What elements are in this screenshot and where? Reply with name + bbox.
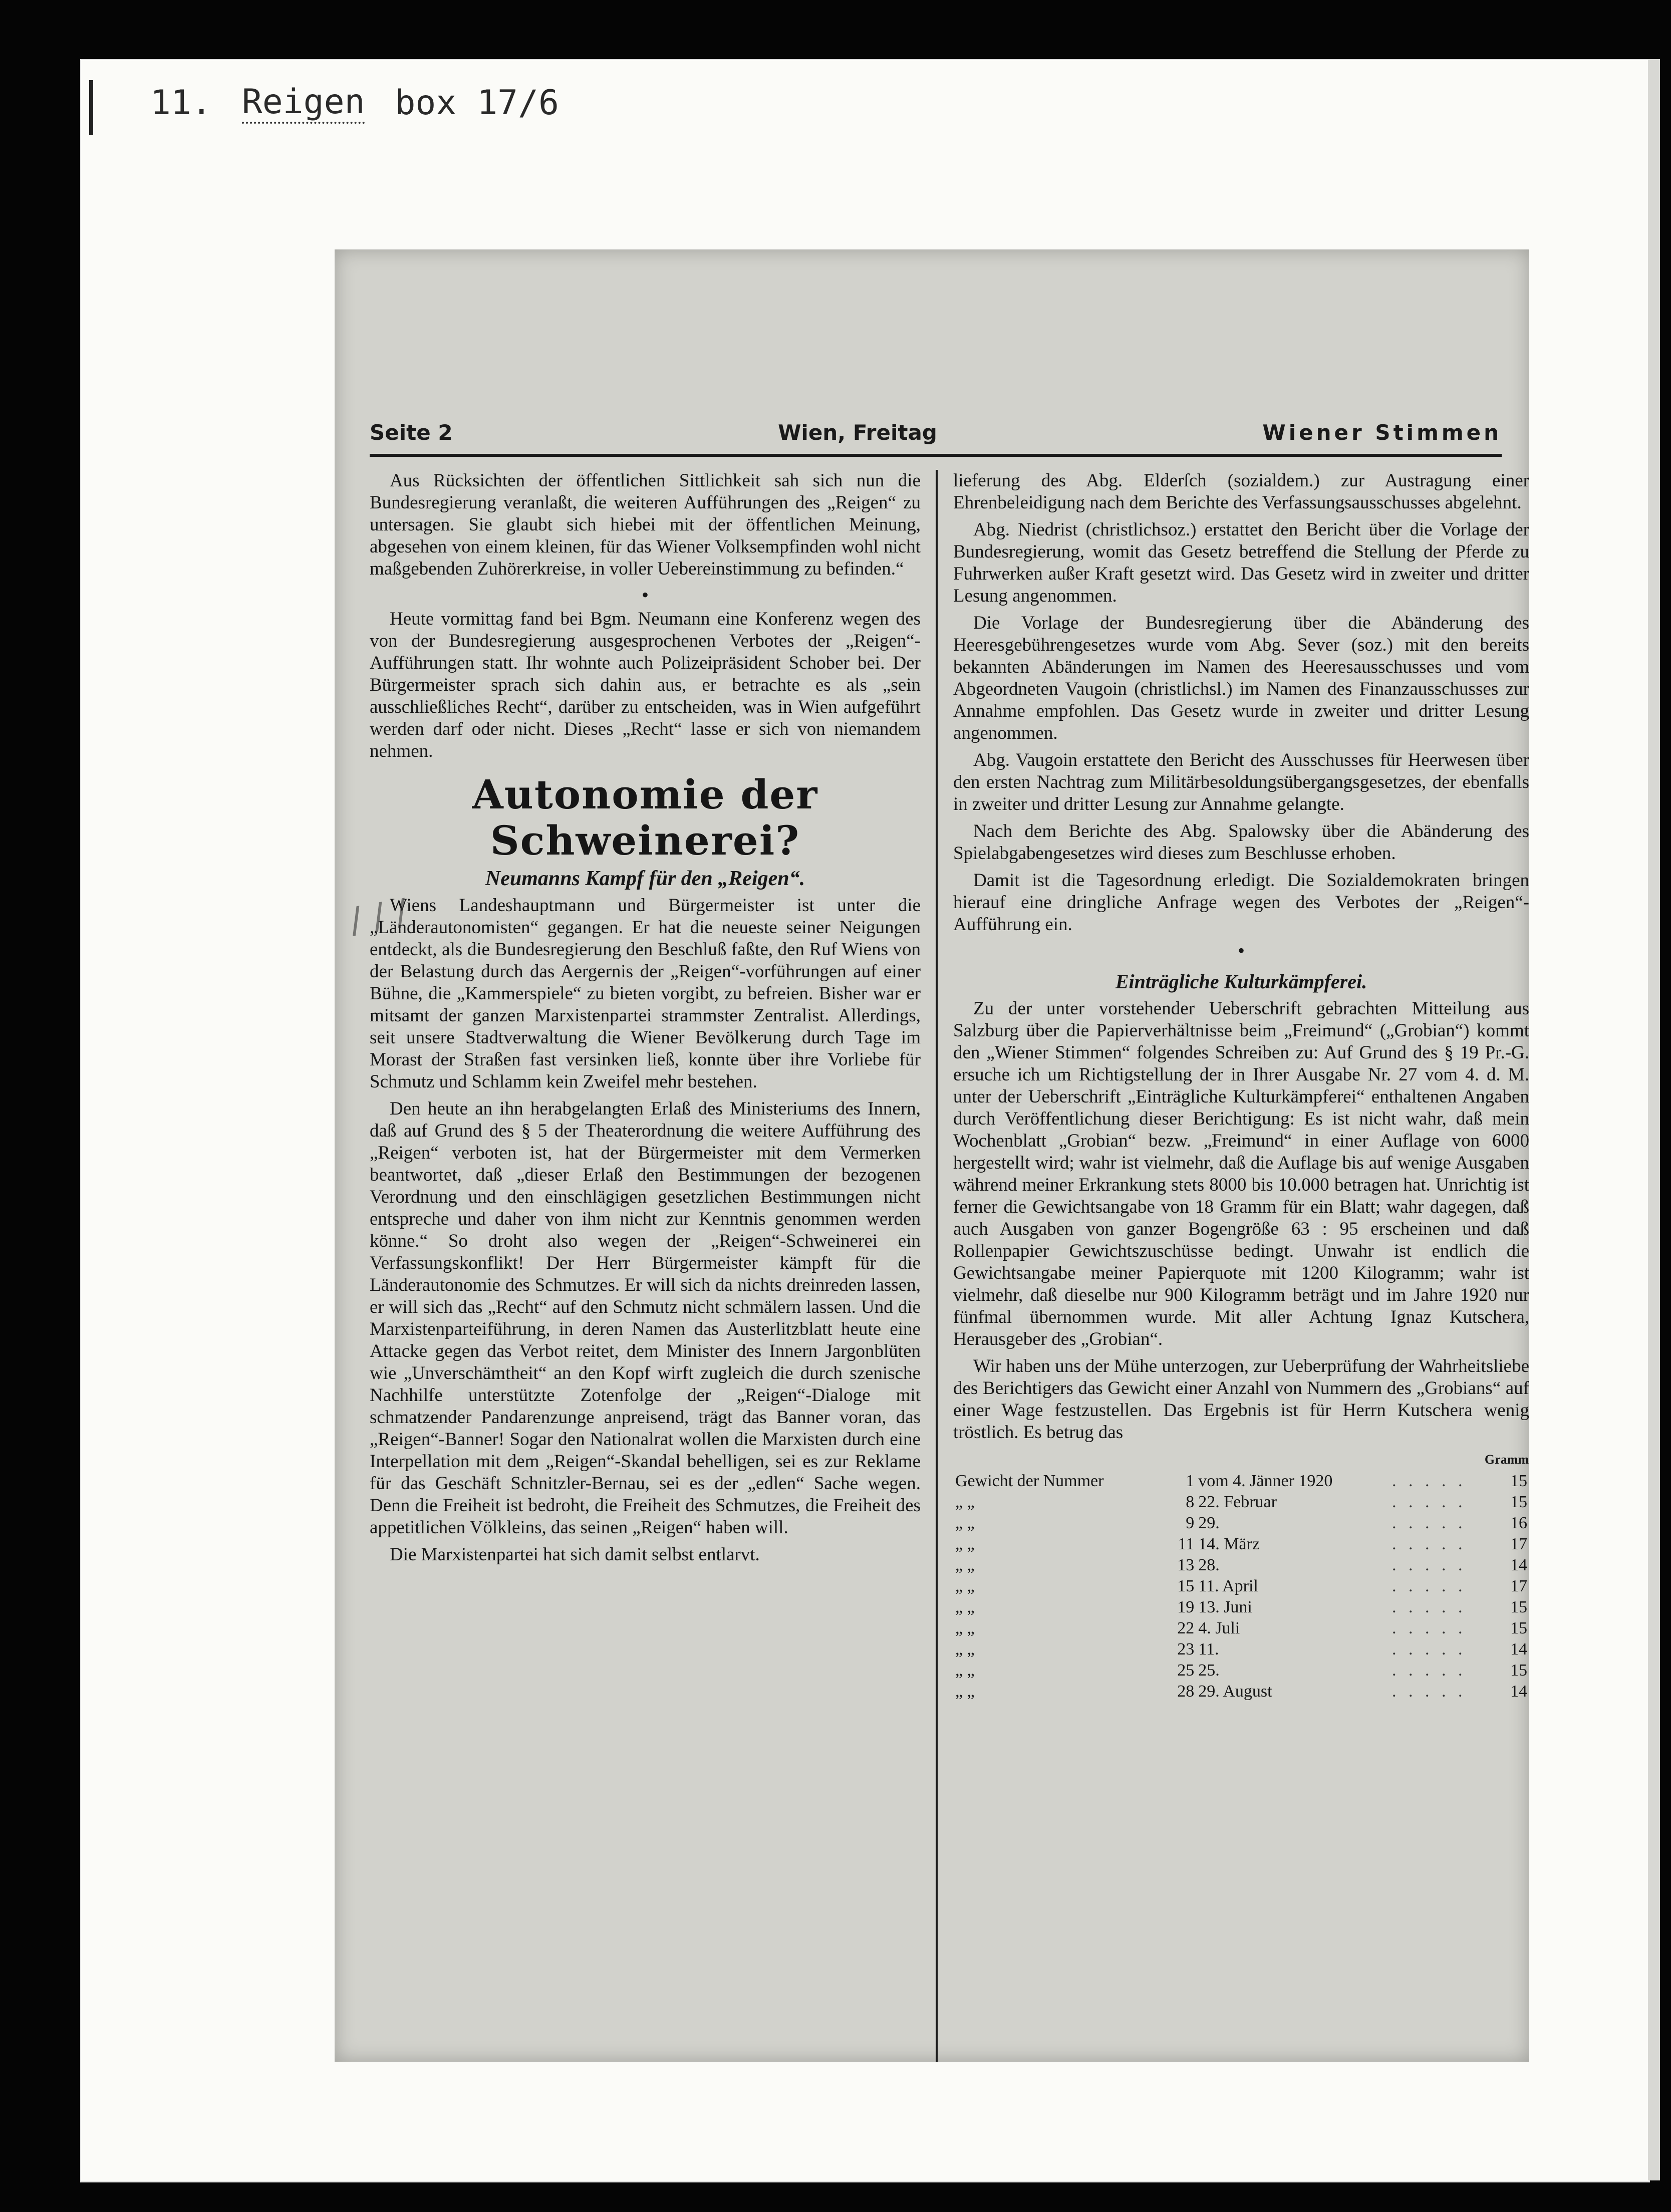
weight-row-number: 8 xyxy=(1186,1493,1195,1511)
weight-row-number: 11 xyxy=(1178,1535,1195,1553)
weight-row-date: 29. August xyxy=(1198,1682,1272,1701)
weight-table xyxy=(953,1449,1529,1702)
weight-row-leader: . . . . . xyxy=(1391,1556,1467,1574)
weight-table-row xyxy=(953,1639,1529,1660)
newspaper-clipping xyxy=(335,249,1529,2062)
masthead-paper: Wiener Stimmen xyxy=(1262,420,1502,445)
weight-row-date: 11. April xyxy=(1198,1577,1258,1595)
weight-row-number: 15 xyxy=(1177,1577,1195,1595)
weight-row-date: 4. Juli xyxy=(1198,1619,1240,1637)
masthead-page: Seite 2 xyxy=(370,420,453,445)
weight-row-grams: 15 xyxy=(1510,1661,1527,1680)
weight-table-row xyxy=(953,1660,1529,1681)
subheadline: Neumanns Kampf für den „Reigen“. xyxy=(485,867,805,890)
weight-row-leader: . . . . . xyxy=(1391,1598,1467,1616)
right-paragraph-3: Die Vorlage der Bundesregierung über die Abänderung des Heeresgebührengesetzes wurde vom Abg. Sever (soz.) mit den bereits bekannten Abänderungen im Namen des Heeresausschusses und vom Abgeordneten Vaugoin (christlichsl.) im Namen des Finanzausschusses zur Annahme empfohlen. Das Gesetz wurde in zweiter und dritter Lesung angenommen. xyxy=(953,613,1529,743)
weight-row-lead: „ „ xyxy=(955,1514,975,1532)
adjacent-column-fragment xyxy=(1495,235,1530,1838)
weight-row-date: 22. Februar xyxy=(1198,1493,1277,1511)
weight-row-grams: 15 xyxy=(1510,1493,1527,1511)
right-paragraph-7: Zu der unter vorstehender Ueberschrift gebrachten Mitteilung aus Salzburg über die Papierverhältnisse beim „Freimund“ („Grobian“) kommt den „Wiener Stimmen“ folgendes Schreiben zu: Auf Grund des § 19 Pr.-G. ersuche ich um Richtigstellung der in Ihrer Ausgabe Nr. 27 vom 4. d. M. unter der Ueberschrift „Einträgliche Kulturkämpferei“ enthaltenen Angaben durch Veröffentlichung dieser Berichtigung: Es ist nicht wahr, daß mein Wochenblatt „Grobian“ bezw. „Freimund“ in einer Auflage von 6000 hergestellt wird; wahr ist vielmehr, daß die Auflage bis auf wenige Ausgaben während meiner Erkrankung stets 8000 bis 10.000 betragen hat. Unrichtig ist ferner die Gewichtsangabe von 18 Gramm für ein Blatt; wahr dagegen, daß auch Ausgaben von ganzer Bogengröße 63 : 95 erscheinen und daß Rollenpapier Gewichtszuschüsse bedingt. Unwahr ist endlich die Gewichtsangabe meiner Papierquote mit 1200 Kilogramm; wahr ist vielmehr, daß dieselbe nur 900 Kilogramm beträgt und im Jahre 1920 nur fünfmal übernommen wurde. Mit aller Achtung Ignaz Kutschera, Herausgeber des „Grobian“. xyxy=(953,998,1529,1349)
article-heading: Einträgliche Kulturkämpferei. xyxy=(1115,970,1367,993)
pencil-mark: / / / xyxy=(346,891,411,942)
archive-label xyxy=(150,75,559,130)
weight-row-leader: . . . . . xyxy=(1391,1535,1467,1553)
separator: • xyxy=(641,584,649,606)
weight-table-row xyxy=(953,1618,1529,1639)
weight-row-lead: „ „ xyxy=(955,1577,975,1595)
weight-row-lead: „ „ xyxy=(955,1682,975,1701)
card-edge xyxy=(1648,59,1660,2180)
weight-row-grams: 16 xyxy=(1510,1514,1527,1532)
archive-box: box 17/6 xyxy=(395,83,559,123)
column-divider xyxy=(936,470,938,2062)
weight-row-lead: „ „ xyxy=(955,1619,975,1637)
weight-table-row xyxy=(953,1597,1529,1618)
weight-row-leader: . . . . . xyxy=(1391,1661,1467,1680)
left-column xyxy=(370,470,921,2062)
archive-number: 11. xyxy=(150,83,212,123)
left-paragraph-3: Wiens Landeshauptmann und Bürgermeister ist unter die „Länderautonomisten“ gegangen. Er hat die neueste seiner Neigungen entdeckt, als die Bundesregierung den Beschluß faßte, den Ruf Wiens von der Belastung durch das Aergernis der „Reigen“-vorführungen auf einer Bühne, die „Kammerspiele“ zu bieten vorgibt, zu befreien. Bisher war er mitsamt der ganzen Marxistenpartei strammster Zentralist. Allerdings, seit unsere Stadtverwaltung die Wiener Bevölkerung durch Tage im Morast der Straßen fast versinken ließ, konnte über ihre Vorliebe für Schmutz und Schlamm kein Zweifel mehr bestehen. xyxy=(370,895,921,1092)
weight-row-number: 28 xyxy=(1177,1682,1195,1701)
weight-row-grams: 15 xyxy=(1510,1472,1527,1490)
masthead-date: Wien, Freitag xyxy=(778,420,937,445)
weight-row-date: 29. xyxy=(1198,1514,1220,1532)
weight-table-row xyxy=(953,1576,1529,1597)
weight-row-number: 23 xyxy=(1177,1640,1195,1658)
weight-row-date: 11. xyxy=(1198,1640,1219,1658)
weight-row-leader: . . . . . xyxy=(1391,1493,1467,1511)
weight-row-grams: 14 xyxy=(1510,1556,1527,1574)
right-paragraph-5: Nach dem Berichte des Abg. Spalowsky über die Abänderung des Spielabgabengesetzes wird dieses zum Beschlusse erhoben. xyxy=(953,821,1529,864)
weight-table-row xyxy=(953,1681,1529,1702)
headline-line-2: Schweinerei? xyxy=(490,817,800,864)
weight-row-lead: „ „ xyxy=(955,1598,975,1616)
weight-row-number: 13 xyxy=(1177,1556,1195,1574)
weight-table-row xyxy=(953,1534,1529,1555)
weight-row-number: 9 xyxy=(1186,1514,1195,1532)
left-paragraph-4: Den heute an ihn herabgelangten Erlaß des Ministeriums des Innern, daß auf Grund des § 5 der Theaterordnung die weitere Aufführung des „Reigen“ verboten ist, hat der Bürgermeister mit dem Vermerken beantwortet, daß „dieser Erlaß den Bestimmungen der bezogenen Verordnung und den einschlägigen gesetzlichen Bestimmungen nicht entspreche und daher von ihm nicht zur Kenntnis genommen werden könne.“ So droht also wegen der „Reigen“-Schweinerei ein Verfassungskonflikt! Der Herr Bürgermeister kämpft für die Länderautonomie des Schmutzes. Er will sich da nichts dreinreden lassen, er will sich das „Recht“ auf den Schmutz nicht schmälern lassen. Und die Marxistenparteiführung, in deren Namen das Austerlitzblatt heute eine Attacke gegen das Verbot reitet, dem Minister des Innern Jargonblüten wie „Unverschämtheit“ an den Kopf wirft zugleich die durch szenische Nachhilfe unterstützte Zotenfolge der „Reigen“-Dialoge mit schmatzender Pandarenzunge anpreisend, trägt das Banner voran, das „Reigen“-Banner! Sogar den Nationalrat wollen die Marxisten durch eine Interpellation mit dem „Reigen“-Skandal behelligen, sei es zur Reklame für das Geschäft Schnitzler-Bernau, sei es der „edlen“ Sache wegen. Denn die Freiheit ist bedroht, die Freiheit des Schmutzes, die Freiheit des appetitlichen Völkleins, das seinen „Reigen“ haben will. xyxy=(370,1098,921,1538)
weight-row-date: vom 4. Jänner 1920 xyxy=(1198,1472,1333,1490)
right-paragraph-2: Abg. Niedrist (christlichsoz.) erstattet den Bericht über die Vorlage der Bundesregierung, womit das Gesetz betreffend die Stellung der Pferde zu Fuhrwerken außer Kraft gesetzt wird. Das Gesetz wird in zweiter und dritter Lesung angenommen. xyxy=(953,519,1529,606)
left-paragraph-5: Die Marxistenpartei hat sich damit selbst entlarvt. xyxy=(390,1544,760,1565)
weight-row-lead: „ „ xyxy=(955,1535,975,1553)
weight-row-leader: . . . . . xyxy=(1391,1577,1467,1595)
headline-line-1: Autonomie der xyxy=(472,771,818,818)
weight-row-leader: . . . . . xyxy=(1391,1619,1467,1637)
right-paragraph-1: lieferung des Abg. Elderſch (sozialdem.) zur Austragung einer Ehrenbeleidigung nach dem Berichte des Verfassungsausschusses abgelehnt. xyxy=(953,470,1529,513)
weight-row-lead: Gewicht der Nummer xyxy=(955,1472,1104,1490)
weight-row-grams: 14 xyxy=(1510,1640,1527,1658)
weight-row-number: 22 xyxy=(1177,1619,1195,1637)
weight-row-lead: „ „ xyxy=(955,1640,975,1658)
weight-row-grams: 17 xyxy=(1510,1577,1527,1595)
right-column xyxy=(953,470,1529,2062)
header-bracket xyxy=(89,80,93,135)
weight-row-grams: 15 xyxy=(1510,1619,1527,1637)
weight-row-date: 13. Juni xyxy=(1198,1598,1252,1616)
weight-row-lead: „ „ xyxy=(955,1493,975,1511)
weight-row-date: 25. xyxy=(1198,1661,1220,1680)
weight-row-leader: . . . . . xyxy=(1391,1472,1467,1490)
weight-row-date: 28. xyxy=(1198,1556,1220,1574)
weight-row-grams: 14 xyxy=(1510,1682,1527,1701)
weight-row-date: 14. März xyxy=(1198,1535,1260,1553)
weight-row-number: 25 xyxy=(1177,1661,1195,1680)
weight-row-leader: . . . . . xyxy=(1391,1682,1467,1701)
archive-title: Reigen xyxy=(242,82,365,124)
weight-row-leader: . . . . . xyxy=(1391,1640,1467,1658)
left-paragraph-2: Heute vormittag fand bei Bgm. Neumann eine Konferenz wegen des von der Bundesregierung ausgesprochenen Verbotes der „Reigen“-Aufführungen statt. Ihr wohnte auch Polizeipräsident Schober bei. Der Bürgermeister sprach sich dahin aus, er betrachte es als „sein ausschließliches Recht“, darüber zu entscheiden, was in Wien aufgeführt werden darf oder nicht. Dieses „Recht“ lasse er sich von niemandem nehmen. xyxy=(370,609,921,761)
weight-row-leader: . . . . . xyxy=(1391,1514,1467,1532)
weight-row-lead: „ „ xyxy=(955,1556,975,1574)
weight-row-grams: 15 xyxy=(1510,1598,1527,1616)
left-paragraph-1: Aus Rücksichten der öffentlichen Sittlichkeit sah sich nun die Bundesregierung veranlaßt, die weiteren Aufführungen des „Reigen“ zu untersagen. Sie glaubt sich hiebei mit der öffentlichen Meinung, abgesehen von einem kleinen, für das Wiener Volksempfinden wohl nicht maßgebenden Zuhörerkreise, in voller Uebereinstimmung zu befinden.“ xyxy=(370,470,921,579)
separator: • xyxy=(1237,939,1245,962)
weight-table-row xyxy=(953,1513,1529,1534)
weight-table-unit: Gramm xyxy=(1484,1452,1529,1467)
headline xyxy=(370,771,921,864)
weight-row-grams: 17 xyxy=(1510,1535,1527,1553)
weight-row-number: 19 xyxy=(1177,1598,1195,1616)
right-paragraph-6: Damit ist die Tagesordnung erledigt. Die Sozialdemokraten bringen hierauf eine dringliche Anfrage wegen des Verbotes der „Reigen“-Aufführung ein. xyxy=(953,870,1529,935)
right-paragraph-8: Wir haben uns der Mühe unterzogen, zur Ueberprüfung der Wahrheitsliebe des Berichtigers das Gewicht einer Anzahl von Nummern des „Grobians“ auf einer Wage festzustellen. Das Ergebnis ist für Herrn Kutschera wenig tröstlich. Es betrug das xyxy=(953,1356,1529,1443)
weight-row-lead: „ „ xyxy=(955,1661,975,1680)
weight-row-number: 1 xyxy=(1186,1472,1195,1490)
weight-table-row xyxy=(953,1492,1529,1513)
masthead xyxy=(370,415,1502,457)
weight-table-row xyxy=(953,1471,1529,1492)
weight-table-row xyxy=(953,1555,1529,1576)
right-paragraph-4: Abg. Vaugoin erstattete den Bericht des Ausschusses für Heerwesen über den ersten Nachtrag zum Militärbesoldungsübergangsgesetzes, der ebenfalls in zweiter und dritter Lesung zur Annahme gelangte. xyxy=(953,750,1529,814)
